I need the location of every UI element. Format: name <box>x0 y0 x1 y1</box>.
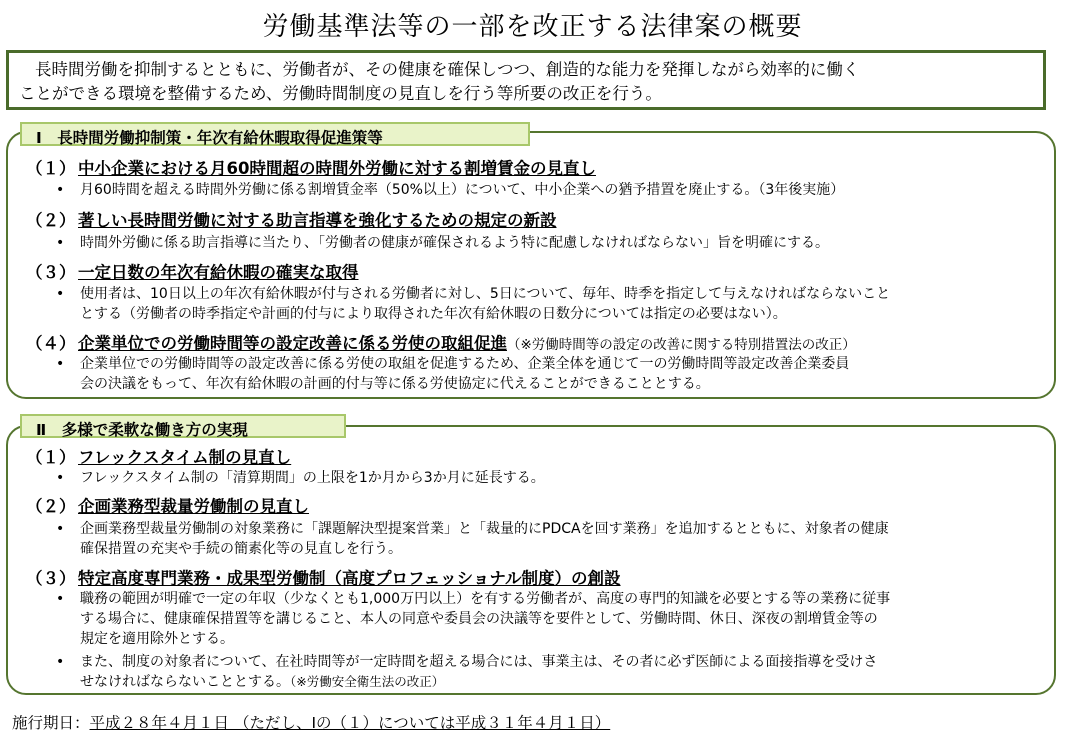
item-title: 企業単位での労働時間等の設定改善に係る労使の取組促進 <box>78 334 507 353</box>
effective-date-label: 施行期日： <box>12 714 90 732</box>
section-2-item-3-bullet-1 <box>56 589 1036 649</box>
section-1-item-4-heading <box>26 330 856 354</box>
page-title: 労働基準法等の一部を改正する法律案の概要 <box>262 12 803 42</box>
item-number: （２） <box>26 497 76 516</box>
section-1-item-3-bullet <box>56 284 1036 324</box>
bullet-line: フレックスタイム制の「清算期間」の上限を1か月から3か月に延長する。 <box>80 470 545 486</box>
section-2-item-1-bullet <box>56 468 1036 488</box>
bullet-line: と <box>876 286 891 302</box>
bullet-line: 会の決議をもって、年次有給休暇の計画的付与等に係る労使協定に代えることができることとする。 <box>80 376 710 392</box>
section-1-item-4-bullet <box>56 354 1036 394</box>
bullet-dot: • <box>56 235 65 251</box>
section-2-tab: Ⅱ 多様で柔軟な働き方の実現 <box>20 414 346 438</box>
bullet-note: （※労働安全衛生法の改正） <box>290 674 445 689</box>
effective-date <box>12 711 610 733</box>
bullet-line: 時間外労働に係る助言指導に当たり、「労働者の健康が確保されるよう特に配慮しなければならない」旨を明確にする。 <box>80 235 829 251</box>
section-1-item-1-heading <box>26 155 596 179</box>
section-2-item-2-bullet <box>56 519 1036 559</box>
bullet-line: 確保措置の充実や手続の簡素化等の見直しを行う。 <box>80 541 402 557</box>
item-title: 著しい長時間労働に対する助言指導を強化するための規定の新設 <box>78 211 557 230</box>
section-1-item-3-heading <box>26 259 359 283</box>
item-title: フレックスタイム制の見直し <box>78 448 292 467</box>
bullet-line: 職務の範囲が明確で一定の年収（少なくとも1,000万円以上）を有する労働者が、高度の専門的知識を必要とする等の業務に従事 <box>80 591 891 607</box>
section-2-item-2-heading <box>26 493 309 517</box>
item-number: （１） <box>26 159 76 178</box>
section-1-item-2-heading <box>26 207 557 231</box>
bullet-line: する場合に、健康確保措置等を講じること、本人の同意や委員会の決議等を要件として、労働時間、休日、深夜の割増賃金等の <box>80 611 878 627</box>
section-2-item-3-bullet-2 <box>56 652 1036 692</box>
summary-line-1: 長時間労働を抑制するとともに、労働者が、その健康を確保しつつ、創造的な能力を発揮しながら効率的に働く <box>35 60 860 79</box>
summary-box <box>6 50 1046 110</box>
item-number: （４） <box>26 334 76 353</box>
section-2-item-1-heading <box>26 444 291 468</box>
bullet-line: また、制度の対象者について、在社時間等が一定時間を超える場合には、事業主は、その者に必ず医師による面接指導を受けさ <box>80 654 878 670</box>
bullet-dot: • <box>56 182 65 198</box>
item-number: （３） <box>26 569 76 588</box>
bullet-dot: • <box>56 470 65 486</box>
item-title: 企画業務型裁量労働制の見直し <box>78 497 309 516</box>
bullet-line: 月60時間を超える時間外労働に係る割増賃金率（50%以上）について、中小企業への猶予措置を廃止する。（3年後実施） <box>80 182 845 198</box>
item-number: （１） <box>26 448 76 467</box>
bullet-line: 企業単位での労働時間等の設定改善に係る労使の取組を促進するため、企業全体を通じて一の労働時間等設定改善企業委員 <box>80 356 850 372</box>
bullet-dot: • <box>56 286 65 302</box>
item-number: （２） <box>26 211 76 230</box>
bullet-dot: • <box>56 521 65 537</box>
section-1-tab: Ⅰ 長時間労働抑制策・年次有給休暇取得促進策等 <box>20 122 530 146</box>
bullet-line: 規定を適用除外とする。 <box>80 631 234 647</box>
bullet-dot: • <box>56 591 65 607</box>
effective-date-value: 平成２８年４月１日 （ただし、Ⅰの（１）については平成３１年４月１日） <box>89 714 611 732</box>
item-title: 一定日数の年次有給休暇の確実な取得 <box>78 263 359 282</box>
section-1-item-2-bullet <box>56 233 1036 253</box>
bullet-line: とする（労働者の時季指定や計画的付与により取得された年次有給休暇の日数分については指定の必要はない）。 <box>80 306 787 322</box>
section-2-item-3-heading <box>26 565 621 589</box>
item-number: （３） <box>26 263 76 282</box>
section-1-item-1-bullet <box>56 180 1036 200</box>
item-note: （※労働時間等の設定の改善に関する特別措置法の改正） <box>507 337 856 353</box>
item-title: 特定高度専門業務・成果型労働制（高度プロフェッショナル制度）の創設 <box>78 569 621 588</box>
bullet-line: 使用者は、10日以上の年次有給休暇が付与される労働者に対し、5日について、毎年、時季を指定して与えなければならないこ <box>80 286 877 302</box>
bullet-line: 企画業務型裁量労働制の対象業務に「課題解決型提案営業」と「裁量的にPDCAを回す業務」を追加するとともに、対象者の健康 <box>80 521 889 537</box>
item-title: 中小企業における月60時間超の時間外労働に対する割増賃金の見直し <box>78 159 596 178</box>
bullet-dot: • <box>56 356 65 372</box>
bullet-dot: • <box>56 654 65 670</box>
bullet-line: せなければならないこととする。 <box>80 674 290 690</box>
summary-line-2: ことができる環境を整備するため、労働時間制度の見直しを行う等所要の改正を行う。 <box>19 84 662 103</box>
